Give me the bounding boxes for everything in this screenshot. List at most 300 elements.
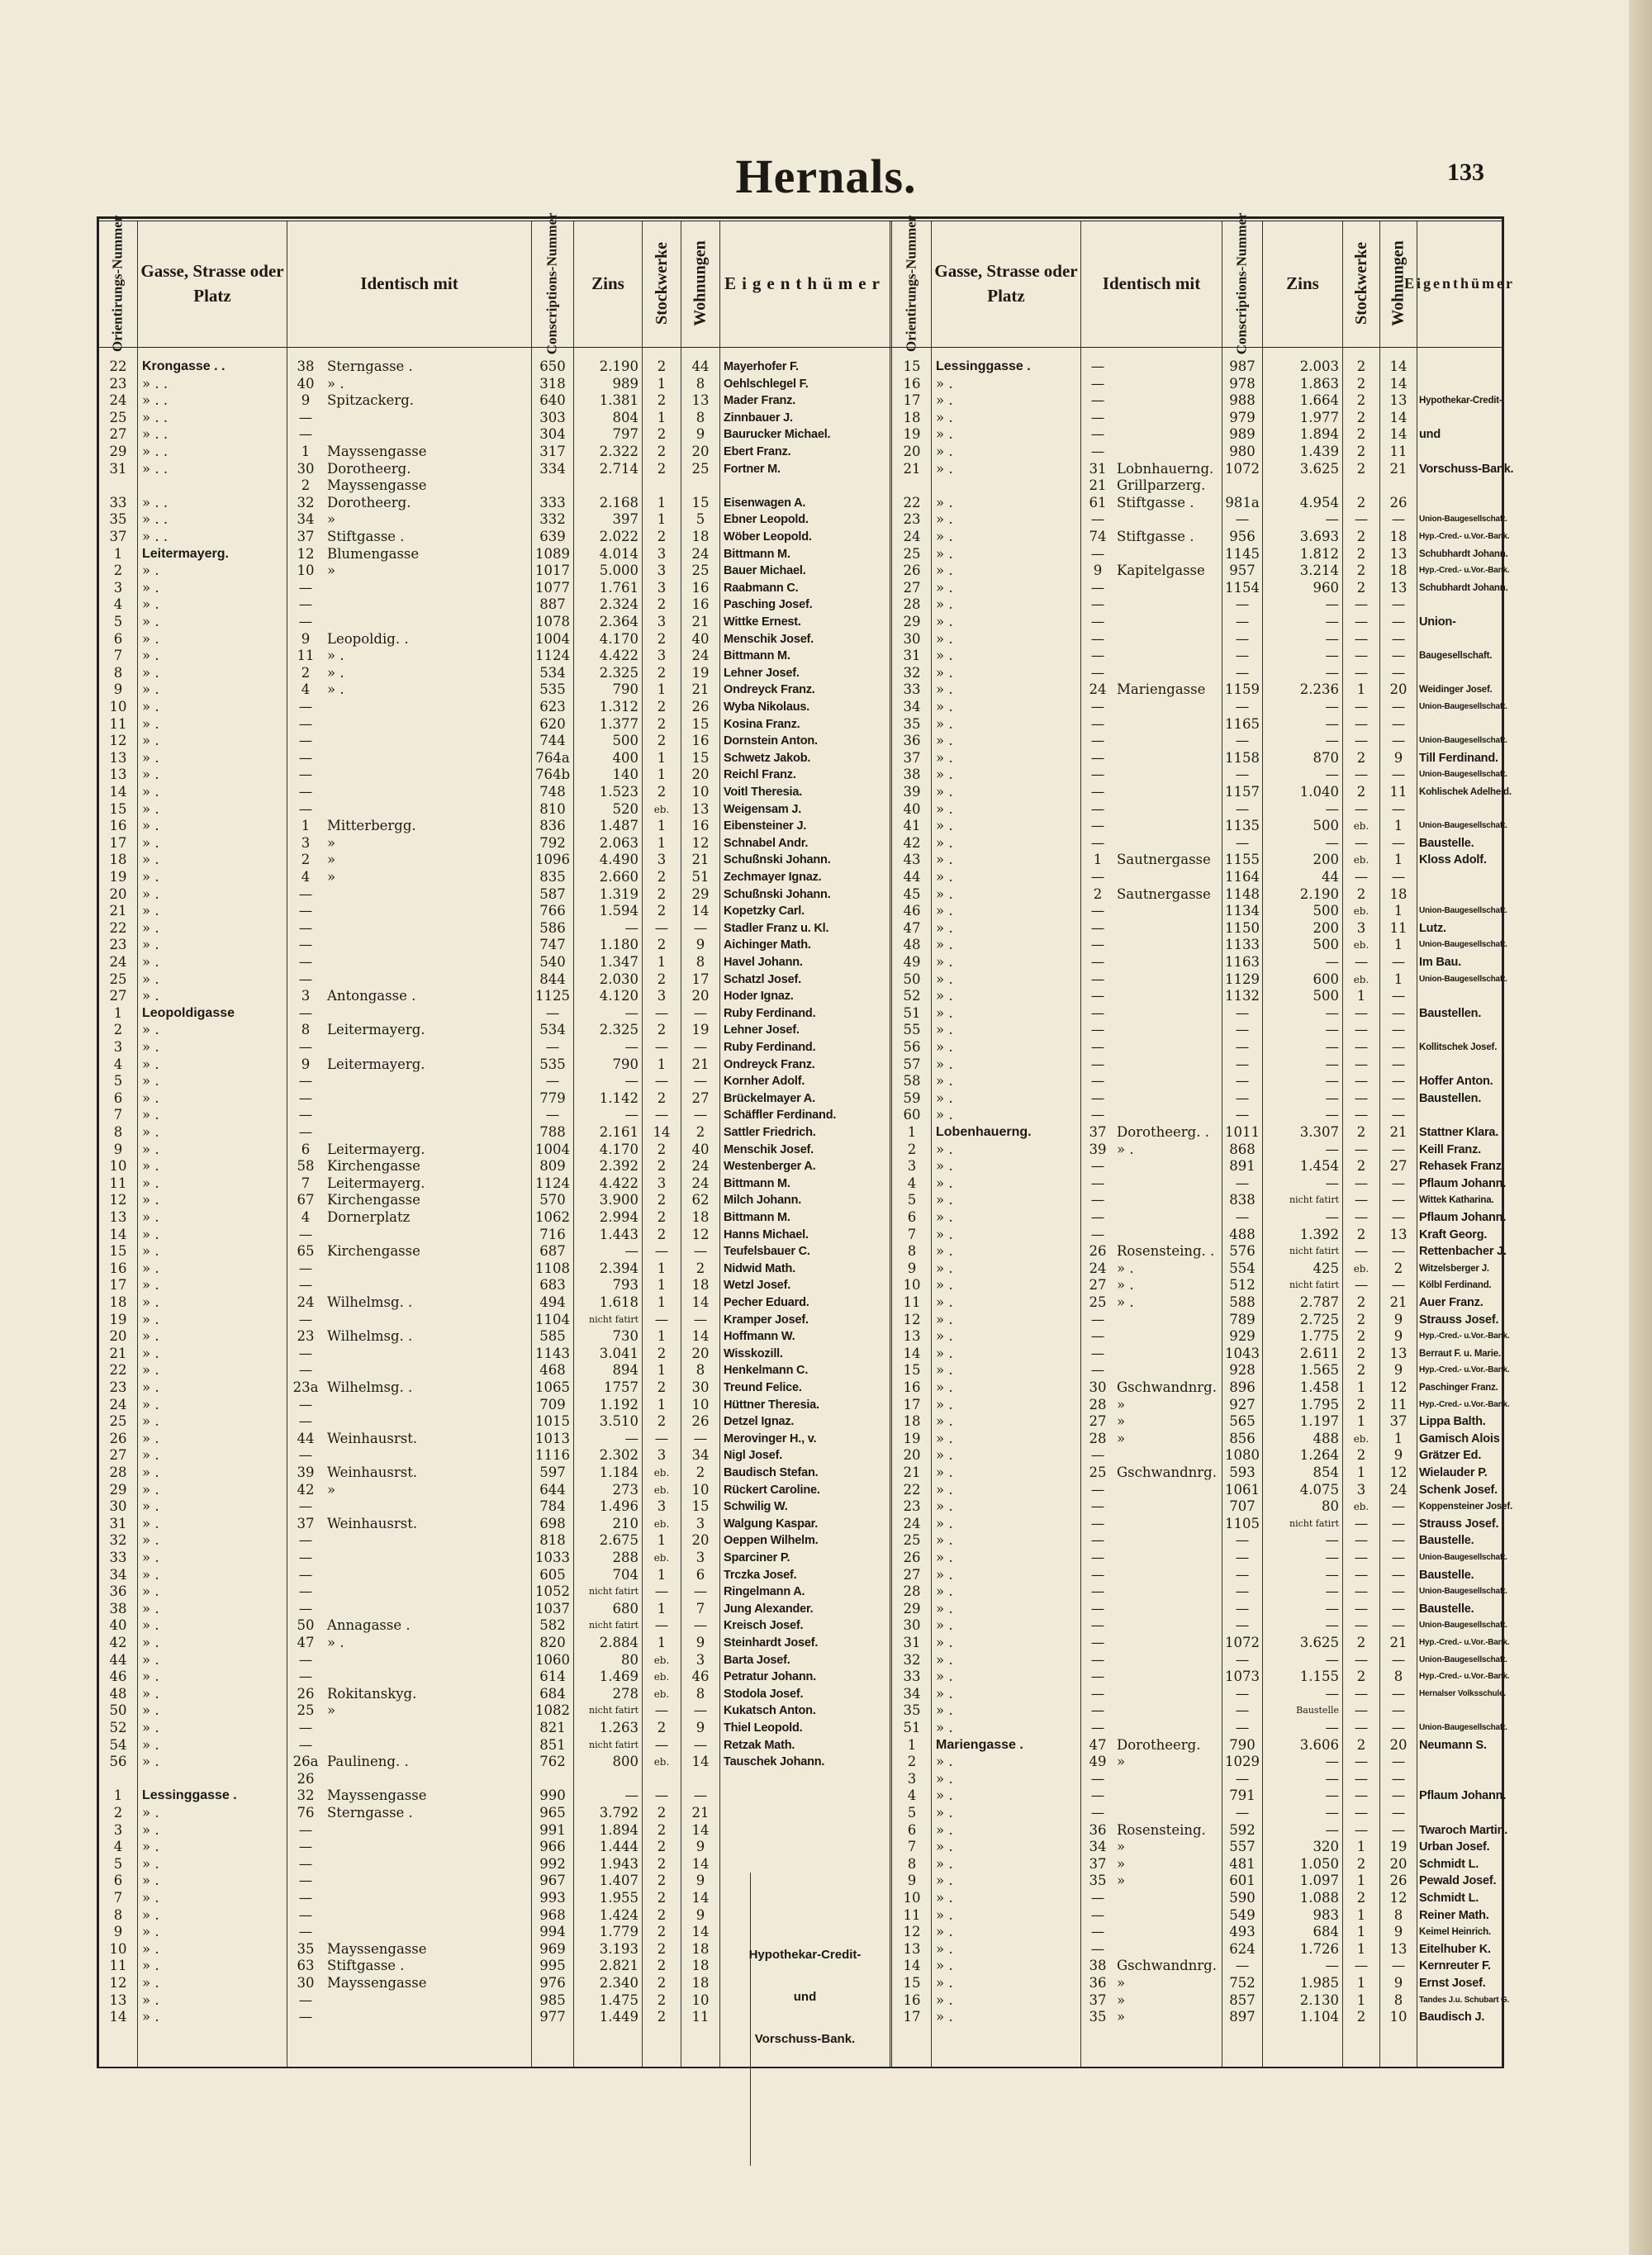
stockwerke-value: — — [1354, 1209, 1369, 1225]
ident-street: Mayssengasse — [327, 444, 427, 459]
wohnungen-value: 21 — [691, 852, 710, 868]
owner-name: Schmidt L. — [1419, 1857, 1479, 1871]
ident-street: » — [1117, 1975, 1126, 1991]
stockwerke-value: 1 — [657, 1566, 667, 1583]
ident-number: 32 — [297, 1787, 315, 1804]
owner-name: Union-Baugesellschaft. — [1419, 736, 1507, 746]
ident-number: — — [298, 1992, 313, 2008]
orient-number: 6 — [907, 1209, 917, 1225]
ident-number: — — [298, 1311, 313, 1327]
street-name: » . — [936, 1039, 953, 1055]
ident-number: — — [1090, 1498, 1105, 1515]
zins-value: 894 — [612, 1362, 638, 1379]
stockwerke-value: eb. — [1353, 1501, 1370, 1513]
conscription-number: 683 — [539, 1277, 566, 1294]
owner-name: Lippa Balth. — [1419, 1415, 1486, 1429]
wohnungen-value: 21 — [691, 614, 710, 629]
street-name: » . — [936, 767, 953, 783]
street-name: » . — [142, 614, 159, 629]
ident-number: 44 — [297, 1430, 315, 1446]
street-name: » . — [936, 919, 953, 936]
wohnungen-value: — — [1391, 1787, 1406, 1804]
orient-number: 3 — [113, 1039, 123, 1055]
stockwerke-value: 3 — [657, 852, 667, 868]
orient-number: 2 — [113, 1805, 123, 1821]
ident-number: 25 — [1089, 1465, 1107, 1480]
street-name: » . — [142, 699, 159, 714]
header-rule — [99, 347, 1502, 348]
street-name: » . — [936, 1396, 953, 1412]
street-name: Krongasse . . — [142, 359, 225, 373]
street-name: » . — [936, 885, 953, 902]
wohnungen-value: 8 — [695, 375, 705, 392]
owner-name: Strauss Josef. — [1419, 1313, 1499, 1327]
zins-value: 1.155 — [1299, 1669, 1339, 1685]
orient-number: 9 — [113, 681, 123, 698]
orient-number: 40 — [109, 1617, 127, 1634]
ident-number: 26 — [297, 1770, 315, 1787]
ident-number: — — [298, 1924, 313, 1940]
street-name: » . — [142, 681, 159, 698]
orient-number: 12 — [109, 1975, 127, 1991]
conscription-number: — — [1235, 648, 1250, 664]
ident-street: Stiftgasse . — [327, 529, 405, 544]
owner-name: Koppensteiner Josef. — [1419, 1502, 1512, 1512]
orient-number: 15 — [109, 1243, 127, 1260]
zins-value: 3.307 — [1299, 1124, 1339, 1140]
street-name: » . . — [142, 392, 169, 409]
street-name: » . — [936, 1413, 953, 1430]
wohnungen-value: 51 — [691, 869, 710, 885]
street-name: » . — [142, 1345, 159, 1361]
stockwerke-value: 2 — [657, 885, 667, 902]
ident-number: 4 — [301, 681, 311, 698]
ident-number: 67 — [297, 1192, 315, 1208]
owner-name: Union-Baugesellschaft. — [1419, 906, 1507, 916]
owner-name: Baustelle. — [1419, 1568, 1474, 1582]
orient-number: 57 — [903, 1056, 921, 1072]
orient-number: 34 — [903, 699, 921, 714]
conscription-number: 1154 — [1225, 579, 1260, 596]
stockwerke-value: 2 — [1356, 1669, 1366, 1685]
wohnungen-value: 13 — [691, 800, 710, 817]
street-name: » . — [142, 852, 159, 868]
stockwerke-value: 2 — [657, 869, 667, 885]
stockwerke-value: 3 — [657, 614, 667, 629]
wohnungen-value: 14 — [691, 1754, 710, 1770]
street-name: » . — [142, 1532, 159, 1549]
ident-number: 1 — [301, 818, 311, 834]
street-name: » . — [936, 1107, 953, 1123]
stockwerke-value: 3 — [657, 1175, 667, 1191]
street-name: » . — [142, 1090, 159, 1106]
owner-name: Walgung Kaspar. — [724, 1517, 819, 1531]
col-rule — [137, 221, 138, 2067]
conscription-number: 494 — [539, 1294, 566, 1310]
ident-street: » . — [1117, 1260, 1134, 1276]
stockwerke-value: — — [1354, 630, 1369, 647]
zins-value: 1.381 — [599, 392, 638, 409]
wohnungen-value: 25 — [691, 460, 710, 477]
conscription-number: 593 — [1229, 1465, 1256, 1480]
orient-number: 36 — [903, 733, 921, 749]
wohnungen-value: 24 — [691, 545, 710, 562]
zins-value: — — [1325, 1720, 1339, 1735]
ident-number: 7 — [301, 1175, 311, 1191]
ident-street: Sterngasse . — [327, 358, 413, 374]
zins-value: — — [1325, 1073, 1339, 1090]
zins-value: Baustelle — [1296, 1705, 1339, 1716]
ident-number: 37 — [1089, 1124, 1107, 1140]
ident-number: — — [1090, 545, 1105, 562]
orient-number: 4 — [113, 596, 123, 613]
wohnungen-value: 34 — [691, 1447, 710, 1464]
owner-name: Vorschuss-Bank. — [1419, 462, 1514, 476]
wohnungen-value: — — [1391, 511, 1406, 528]
ident-number: — — [1090, 426, 1105, 443]
zins-value: — — [1325, 1175, 1339, 1191]
orient-number: 23 — [109, 1379, 127, 1395]
owner-name: Treund Felice. — [724, 1381, 802, 1394]
zins-value: nicht fatirt — [588, 1705, 638, 1716]
conscription-number: 488 — [1229, 1226, 1256, 1242]
street-name: » . — [142, 988, 159, 1004]
conscription-number: — — [1235, 767, 1250, 783]
ident-number: — — [298, 1498, 313, 1515]
orient-number: 17 — [903, 392, 921, 409]
orient-number: 48 — [109, 1685, 127, 1702]
wohnungen-value: 15 — [691, 1498, 710, 1515]
wohnungen-value: 9 — [695, 1635, 705, 1650]
conscription-number: 585 — [539, 1328, 566, 1345]
zins-value: — — [1325, 715, 1339, 732]
stockwerke-value: 2 — [657, 1839, 667, 1855]
street-name: » . — [142, 1073, 159, 1090]
owner-name: Weigensam J. — [724, 802, 802, 816]
owner-name: Oehlschlegel F. — [724, 377, 809, 391]
ident-street: Rokitanskyg. — [327, 1685, 417, 1702]
owner-name: Dornstein Anton. — [724, 734, 818, 748]
conscription-number: 1155 — [1225, 852, 1260, 868]
street-name: » . — [936, 1192, 953, 1208]
wohnungen-value: 13 — [1389, 1345, 1408, 1361]
ident-number: 8 — [301, 1022, 311, 1038]
owner-name: Havel Johann. — [724, 956, 803, 969]
zins-value: 4.954 — [1299, 494, 1339, 510]
street-name: » . — [936, 1430, 953, 1446]
owner-name: Schäffler Ferdinand. — [724, 1109, 837, 1123]
orient-number: 16 — [903, 1379, 921, 1395]
orient-number: 22 — [903, 494, 921, 510]
ident-street: Mayssengasse — [327, 1940, 427, 1957]
ident-street: Antongasse . — [327, 988, 416, 1004]
owner-name: Union-Baugesellschaft. — [1419, 1654, 1507, 1664]
owner-name: Union-Baugesellschaft. — [1419, 770, 1507, 780]
wohnungen-value: 14 — [691, 1328, 710, 1345]
orient-number: 20 — [109, 1328, 127, 1345]
orient-number: 6 — [113, 630, 123, 647]
street-name: » . — [936, 1992, 953, 2008]
stockwerke-value: 2 — [657, 1873, 667, 1889]
orient-number: 33 — [109, 494, 127, 510]
zins-value: — — [1325, 1821, 1339, 1838]
ident-number: 4 — [301, 1209, 311, 1225]
zins-value: 1.458 — [1299, 1379, 1339, 1395]
street-name: » . — [142, 1328, 159, 1345]
wohnungen-value: 20 — [1389, 1736, 1408, 1753]
zins-value: 680 — [612, 1600, 638, 1616]
zins-value: 1.184 — [599, 1465, 638, 1480]
orient-number: 19 — [109, 869, 127, 885]
owner-name: Mayerhofer F. — [724, 360, 799, 373]
stockwerke-value: eb. — [653, 1484, 670, 1496]
stockwerke-value: 1 — [657, 1277, 667, 1294]
street-name: » . — [936, 1141, 953, 1157]
wohnungen-value: 20 — [1389, 681, 1408, 698]
street-name: » . — [142, 749, 159, 766]
conscription-number: 1089 — [535, 545, 570, 562]
stockwerke-value: 2 — [657, 630, 667, 647]
street-name: » . . — [142, 529, 169, 544]
conscription-number: 792 — [539, 834, 566, 851]
conscription-number: 1062 — [535, 1209, 570, 1225]
conscription-number: 592 — [1229, 1821, 1256, 1838]
owner-name: Auer Franz. — [1419, 1296, 1483, 1309]
conscription-number: 1163 — [1225, 954, 1260, 970]
wohnungen-value: — — [1391, 699, 1406, 714]
ident-number: — — [1090, 749, 1105, 766]
wohnungen-value: 21 — [1389, 460, 1408, 477]
owner-name: Kornher Adolf. — [724, 1075, 805, 1089]
owner-name: Oeppen Wilhelm. — [724, 1534, 819, 1548]
street-name: » . — [936, 681, 953, 698]
stockwerke-value: — — [1354, 1073, 1369, 1090]
wohnungen-value: 24 — [691, 1158, 710, 1175]
owner-name: Bittmann M. — [724, 649, 790, 663]
ident-number: 4 — [301, 869, 311, 885]
wohnungen-value: — — [1391, 869, 1406, 885]
stockwerke-value: — — [1354, 1770, 1369, 1787]
conscription-number: 1043 — [1225, 1345, 1260, 1361]
ident-street: Paulineng. . — [327, 1754, 409, 1770]
wohnungen-value: — — [1391, 596, 1406, 613]
stockwerke-value: 1 — [657, 1532, 667, 1549]
street-name: » . — [936, 460, 953, 477]
conscription-number: 1080 — [1225, 1447, 1260, 1464]
zins-value: 320 — [1313, 1839, 1339, 1855]
owner-name: Baudisch Stefan. — [724, 1466, 819, 1479]
street-name: Lessinggasse . — [936, 359, 1031, 373]
zins-value: 1.347 — [599, 954, 638, 970]
street-name: » . . — [142, 511, 169, 528]
conscription-number: — — [1235, 1702, 1250, 1719]
wohnungen-value: 18 — [1389, 529, 1408, 544]
wohnungen-value: 18 — [691, 529, 710, 544]
wohnungen-value: — — [1391, 1192, 1406, 1208]
stockwerke-value: eb. — [653, 1756, 670, 1768]
wohnungen-value: 9 — [1393, 1328, 1403, 1345]
ident-number: 26 — [1089, 1243, 1107, 1260]
street-name: » . — [936, 1498, 953, 1515]
conscription-number: 468 — [539, 1362, 566, 1379]
zins-value: 1.469 — [599, 1669, 638, 1685]
stockwerke-value: — — [1354, 1685, 1369, 1702]
conscription-number: 1150 — [1225, 919, 1260, 936]
conscription-number: 969 — [539, 1940, 566, 1957]
zins-value: 804 — [612, 409, 638, 425]
ident-street: » . — [327, 1635, 344, 1650]
merged-owner-cell — [720, 1943, 890, 2051]
zins-value: 200 — [1313, 919, 1339, 936]
stockwerke-value: — — [1354, 1787, 1369, 1804]
zins-value: 288 — [612, 1550, 638, 1565]
wohnungen-value: 12 — [1389, 1465, 1408, 1480]
conscription-number: 1073 — [1225, 1669, 1260, 1685]
ident-number: 1 — [301, 444, 311, 459]
ident-number: — — [1090, 869, 1105, 885]
conscription-number: 587 — [539, 885, 566, 902]
street-name: » . — [936, 1583, 953, 1600]
zins-value: 870 — [1313, 749, 1339, 766]
ident-number: — — [1090, 579, 1105, 596]
header-eigen-left: Eigenthümer — [724, 273, 885, 293]
ident-number: — — [1090, 1635, 1105, 1650]
ident-number: — — [1090, 1685, 1105, 1702]
ident-number: — — [1090, 1890, 1105, 1906]
ident-street: » . — [1117, 1141, 1134, 1157]
ident-number: — — [298, 1345, 313, 1361]
ident-street: Wilhelmsg. . — [327, 1294, 413, 1310]
ident-street: Grillparzerg. — [1117, 477, 1206, 494]
orient-number: 55 — [903, 1022, 921, 1038]
conscription-number: 977 — [539, 2009, 566, 2025]
ident-street: » . — [1117, 1294, 1134, 1310]
owner-name: Menschik Josef. — [724, 1142, 814, 1156]
orient-number: 9 — [113, 1924, 123, 1940]
orient-number: 20 — [903, 444, 921, 459]
wohnungen-value: 16 — [691, 596, 710, 613]
street-name: » . . — [142, 375, 169, 392]
zins-value: 800 — [612, 1754, 638, 1770]
zins-value: 1.496 — [599, 1498, 638, 1515]
conscription-number: — — [1235, 1720, 1250, 1735]
ident-number: — — [1090, 1481, 1105, 1498]
wohnungen-value: — — [1391, 1515, 1406, 1531]
ident-number: 36 — [1089, 1821, 1107, 1838]
zins-value: 790 — [612, 1056, 638, 1072]
wohnungen-value: 8 — [695, 1362, 705, 1379]
conscription-number: 789 — [1229, 1311, 1256, 1327]
owner-name: Hüttner Theresia. — [724, 1398, 819, 1412]
zins-value: nicht fatirt — [1289, 1194, 1339, 1206]
conscription-number: 1052 — [535, 1583, 570, 1600]
ident-number: — — [1090, 1583, 1105, 1600]
street-name: » . — [142, 1669, 159, 1685]
owner-name: Zinnbauer J. — [724, 411, 793, 425]
orient-number: 11 — [903, 1294, 921, 1310]
owner-name: Baustellen. — [1419, 1006, 1482, 1020]
owner-name: Rettenbacher J. — [1419, 1245, 1507, 1259]
ident-street: » . — [327, 681, 344, 698]
stockwerke-value: 3 — [1356, 1481, 1366, 1498]
wohnungen-value: 40 — [691, 1141, 710, 1157]
ident-number: — — [1090, 648, 1105, 664]
conscription-number: 764b — [534, 767, 571, 783]
ident-number: — — [1090, 375, 1105, 392]
wohnungen-value: 10 — [691, 1992, 710, 2008]
street-name: » . — [142, 579, 159, 596]
street-name: » . — [142, 800, 159, 817]
wohnungen-value: — — [1391, 800, 1406, 817]
stockwerke-value: 1 — [1356, 1924, 1366, 1940]
wohnungen-value: — — [1391, 1805, 1406, 1821]
orient-number: 10 — [109, 699, 127, 714]
stockwerke-value: 2 — [657, 444, 667, 459]
zins-value: 2.325 — [599, 664, 638, 681]
orient-number: 22 — [903, 1481, 921, 1498]
conscription-number: 966 — [539, 1839, 566, 1855]
wohnungen-value: 13 — [1389, 1940, 1408, 1957]
wohnungen-value: 10 — [691, 1396, 710, 1412]
wohnungen-value: — — [1391, 614, 1406, 629]
ident-number: 26 — [297, 1685, 315, 1702]
conscription-number: 570 — [539, 1192, 566, 1208]
ident-number: — — [1090, 954, 1105, 970]
orient-number: 42 — [903, 834, 921, 851]
orient-number: 2 — [113, 563, 123, 579]
ident-street: Rosensteing. . — [1117, 1243, 1215, 1260]
street-name: » . — [142, 1550, 159, 1565]
zins-value: 1.894 — [1299, 426, 1339, 443]
wohnungen-value: — — [1391, 1277, 1406, 1294]
stockwerke-value: 2 — [657, 903, 667, 919]
street-name: » . — [936, 596, 953, 613]
street-name: » . — [936, 1243, 953, 1260]
owner-name: Baustellen. — [1419, 1091, 1482, 1105]
stockwerke-value: — — [654, 1243, 669, 1260]
ident-number: 24 — [297, 1294, 315, 1310]
stockwerke-value: 3 — [1356, 919, 1366, 936]
zins-value: 2.063 — [599, 834, 638, 851]
owner-name: Union-Baugesellschaft. — [1419, 940, 1507, 950]
wohnungen-value: 46 — [691, 1669, 710, 1685]
owner-name: Teufelsbauer C. — [724, 1245, 810, 1259]
owner-name: Schatzl Josef. — [724, 972, 801, 986]
orient-number: 33 — [903, 681, 921, 698]
wohnungen-value: 9 — [1393, 1362, 1403, 1379]
wohnungen-value: 26 — [1389, 1873, 1408, 1889]
ident-number: 30 — [297, 460, 315, 477]
owner-name: Barta Josef. — [724, 1653, 790, 1667]
ident-number: 47 — [1089, 1736, 1107, 1753]
wohnungen-value: 2 — [695, 1465, 705, 1480]
conscription-number: — — [545, 1039, 560, 1055]
conscription-number: 601 — [1229, 1873, 1256, 1889]
stockwerke-value: — — [1354, 1583, 1369, 1600]
owner-name: Stodola Josef. — [724, 1687, 804, 1701]
orient-number: 16 — [109, 1260, 127, 1276]
ident-street: » . — [1117, 1277, 1134, 1294]
ident-number: — — [298, 1583, 313, 1600]
stockwerke-value: 1 — [1356, 1379, 1366, 1395]
street-name: » . — [142, 1583, 159, 1600]
owner-name: Pflaum Johann. — [1419, 1789, 1507, 1803]
stockwerke-value: eb. — [653, 1517, 670, 1530]
stockwerke-value: 2 — [1356, 1635, 1366, 1650]
ident-street: Weinhausrst. — [327, 1430, 418, 1446]
ident-number: — — [298, 1736, 313, 1753]
zins-value: — — [1325, 733, 1339, 749]
